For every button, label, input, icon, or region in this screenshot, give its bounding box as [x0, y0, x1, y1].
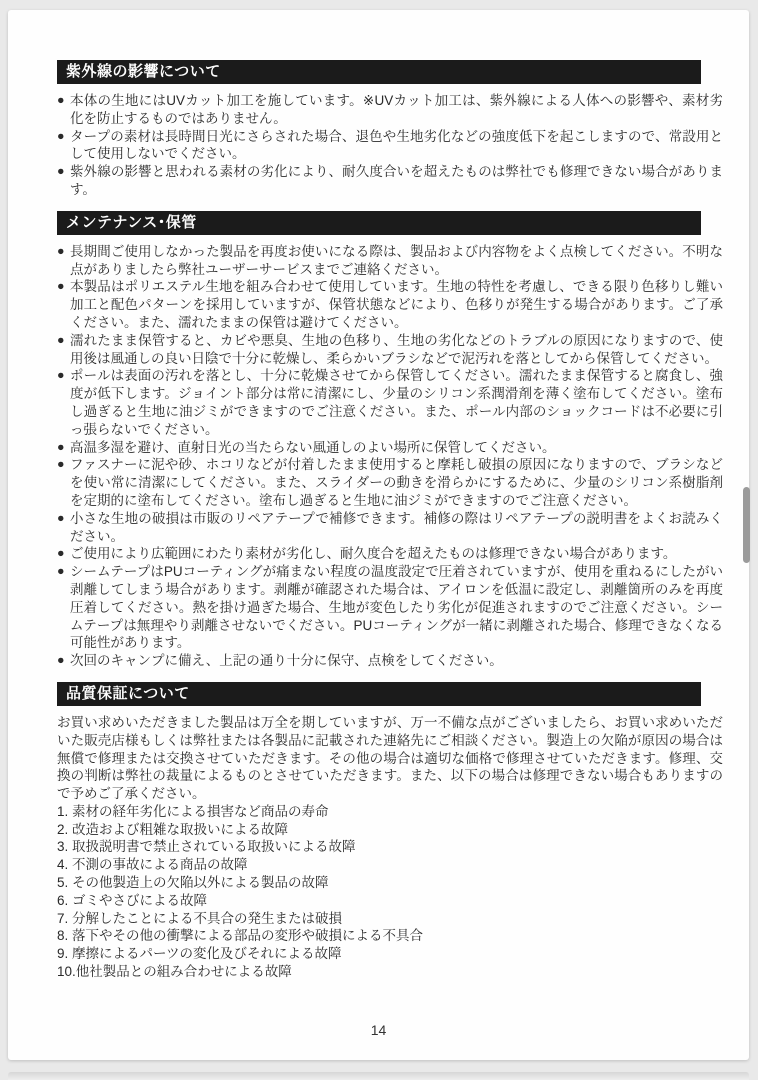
bullet-text: 長期間ご使用しなかった製品を再度お使いになる際は、製品および内容物をよく点検してください。不明な点がありましたら弊社ユーザーサービスまでご連絡ください。	[70, 243, 723, 277]
page-content	[57, 60, 723, 981]
bullet-text: 小さな生地の破損は市販のリペアテープで補修できます。補修の際はリペアテープの説明書をよくお読みください。	[70, 510, 723, 544]
section-title: 品質保証について	[66, 684, 190, 702]
next-page-edge	[8, 1072, 749, 1080]
bullet-text: 本製品はポリエステル生地を組み合わせて使用しています。生地の特性を考慮し、できる限り色移りし難い加工と配色パターンを採用していますが、保管状態などにより、色移りが発生する場合があります。ご了承ください。また、濡れたままの保管は避けてください。	[70, 279, 723, 330]
bullet-text: 濡れたまま保管すると、カビや悪臭、生地の色移り、生地の劣化などのトラブルの原因になりますので、使用後は風通しの良い日陰で十分に乾燥し、柔らかいブラシなどで泥汚れを落としてから保管してください。	[70, 332, 723, 366]
numbered-item: 1. 素材の経年劣化による損害など商品の寿命	[57, 803, 329, 819]
bullet-marker: ●	[57, 279, 65, 294]
bullet-marker: ●	[57, 164, 65, 179]
bullet-text: タープの素材は長時間日光にさらされた場合、退色や生地劣化などの強度低下を起こしますので、常設用として使用しないでください。	[70, 128, 723, 162]
bullet-marker: ●	[57, 128, 65, 143]
warranty-paragraph: お買い求めいただきました製品は万全を期していますが、万一不備な点がございましたら、お買い求めいただいた販売店様もしくは弊社または各製品に記載された連絡先にご相談ください。製造上の欠陥が原因の場合は無償で修理または交換させていただきます。その他の場合は適切な価格で修理させていただきます。修理、交換の判断は弊社の裁量によるものとさせていただきます。また、以下の場合は修理できない場合もありますので予めご了承ください。	[57, 714, 723, 802]
section-title: 紫外線の影響について	[66, 63, 221, 80]
numbered-item: 7. 分解したことによる不具合の発生または破損	[57, 910, 343, 926]
bullet-marker: ●	[57, 332, 65, 347]
list-item	[57, 332, 723, 368]
list-item	[57, 439, 723, 457]
section-header-quality-warranty	[57, 682, 701, 706]
bullet-marker: ●	[57, 368, 65, 383]
bullet-marker: ●	[57, 457, 65, 472]
list-item	[57, 128, 723, 164]
list-item	[57, 510, 723, 546]
section-header-maintenance-storage	[57, 211, 701, 235]
bullet-text: 本体の生地にはUVカット加工を施しています。※UVカット加工は、紫外線による人体への影響や、素材劣化を防止するものではありません。	[70, 93, 723, 126]
bullet-marker: ●	[57, 93, 65, 107]
list-item	[57, 456, 723, 509]
bullet-text: 高温多湿を避け、直射日光の当たらない風通しのよい場所に保管してください。	[70, 439, 556, 455]
list-item	[57, 563, 723, 652]
section-header-uv-effects	[57, 60, 701, 84]
list-item	[57, 652, 723, 670]
scrollbar-thumb[interactable]	[743, 487, 750, 563]
bullet-text: ファスナーに泥や砂、ホコリなどが付着したまま使用すると摩耗し破損の原因になりますので、ブラシなどを使い常に清潔にしてください。また、スライダーの動きを滑らかにするために、少量のシリコン系樹脂剤を定期的に塗布してください。塗布し過ぎると生地に油ジミができますのでご注意ください。	[70, 457, 723, 508]
numbered-item: 8. 落下やその他の衝撃による部品の変形や破損による不具合	[57, 928, 424, 944]
bullet-marker: ●	[57, 546, 65, 561]
document-page	[8, 10, 749, 1060]
list-item	[57, 367, 723, 438]
uv-bullet-list	[57, 92, 723, 199]
numbered-item: 3. 取扱説明書で禁止されている取扱いによる故障	[57, 839, 356, 855]
bullet-text: ポールは表面の汚れを落とし、十分に乾燥させてから保管してください。濡れたまま保管すると腐食し、強度が低下します。ジョイント部分は常に清潔にし、少量のシリコン系潤滑剤を薄く塗布してください。塗布し過ぎると生地に油ジミができますのでご注意ください。また、ポール内部のショックコードは不必要に引っ張らないでください。	[70, 368, 723, 437]
numbered-item: 4. 不測の事故による商品の故障	[57, 857, 248, 873]
numbered-item: 2. 改造および粗雑な取扱いによる故障	[57, 821, 289, 837]
numbered-item: 10.他社製品との組み合わせによる故障	[57, 964, 292, 980]
maintenance-bullet-list	[57, 243, 723, 670]
bullet-marker: ●	[57, 439, 65, 454]
bullet-text: 次回のキャンプに備え、上記の通り十分に保守、点検をしてください。	[70, 653, 503, 669]
list-item	[57, 278, 723, 331]
bullet-marker: ●	[57, 510, 65, 525]
bullet-text: ご使用により広範囲にわたり素材が劣化し、耐久度合を超えたものは修理できない場合があります。	[70, 546, 677, 562]
warranty-numbered-list	[57, 803, 723, 981]
list-item	[57, 243, 723, 279]
bullet-marker: ●	[57, 564, 65, 579]
list-item	[57, 163, 723, 199]
numbered-item: 9. 摩擦によるパーツの変化及びそれによる故障	[57, 946, 342, 962]
bullet-marker: ●	[57, 243, 65, 258]
numbered-item: 6. ゴミやさびによる故障	[57, 892, 208, 908]
numbered-item: 5. その他製造上の欠陥以外による製品の故障	[57, 875, 329, 891]
list-item	[57, 92, 723, 128]
section-title: メンテナンス･保管	[66, 213, 197, 231]
bullet-text: シームテープはPUコーティングが痛まない程度の温度設定で圧着されていますが、使用を重ねるにしたがい剥離してしまう場合があります。剥離が確認された場合は、アイロンを低温に設定し、剥離箇所のみを再度圧着してください。熱を掛け過ぎた場合、生地が変色したり劣化が促進されますのでご注意ください。シームテープは無理やり剥離させないでください。PUコーティングが一緒に剥離された場合、修理できなくなる可能性があります。	[70, 564, 723, 651]
bullet-marker: ●	[57, 653, 65, 668]
page-number: 14	[370, 1022, 387, 1038]
list-item	[57, 545, 723, 563]
bullet-text: 紫外線の影響と思われる素材の劣化により、耐久度合いを超えたものは弊社でも修理できない場合があります。	[70, 164, 723, 197]
